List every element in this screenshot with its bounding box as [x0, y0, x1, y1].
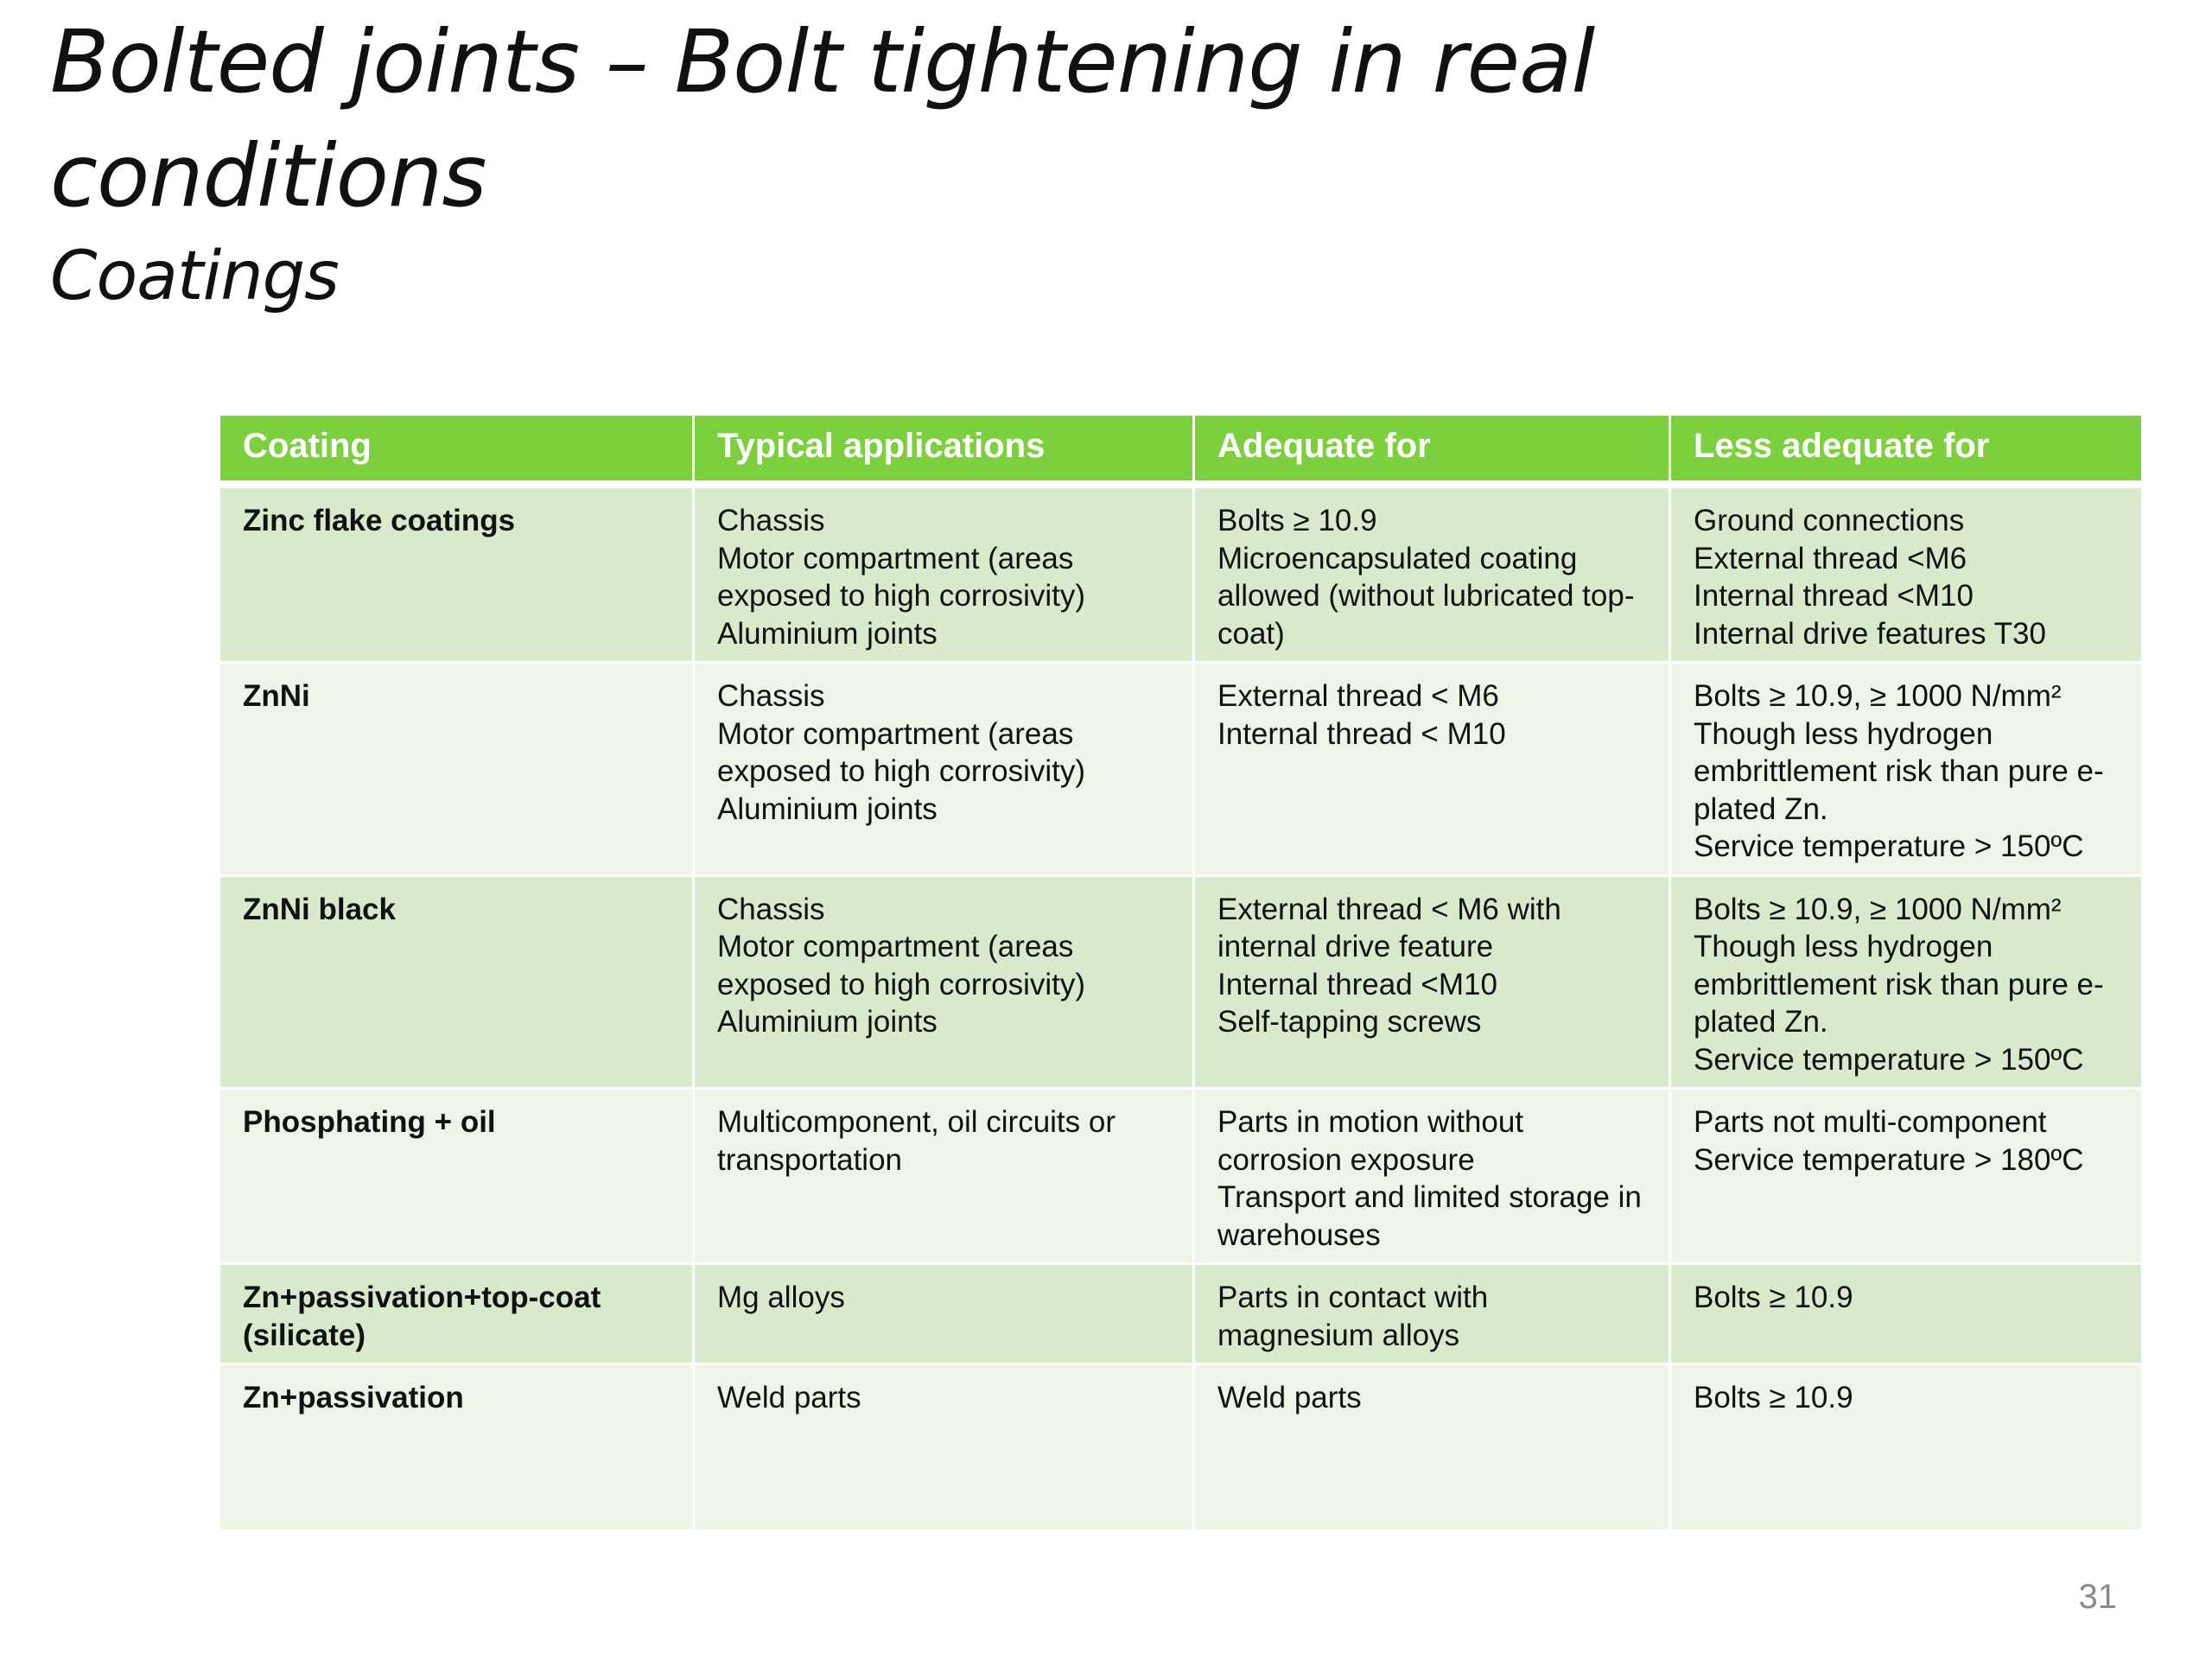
cell-less-adequate-for: Bolts ≥ 10.9 [1671, 1365, 2141, 1529]
header-less-adequate-for: Less adequate for [1671, 416, 2141, 486]
coatings-table [218, 413, 2144, 1532]
cell-coating: Zinc flake coatings [220, 488, 692, 661]
cell-less-adequate-for: Bolts ≥ 10.9 [1671, 1265, 2141, 1363]
slide-title: Bolted joints – Bolt tightening in real conditions [50, 11, 1595, 226]
header-adequate-for: Adequate for [1195, 416, 1669, 486]
cell-typical-applications: Chassis Motor compartment (areas exposed to high corrosivity) Aluminium joints [695, 664, 1192, 874]
cell-adequate-for: External thread < M6 with internal drive feature Internal thread <M10 Self-tapping screws [1195, 877, 1669, 1088]
page-number: 31 [2078, 1578, 2117, 1616]
cell-adequate-for: Parts in motion without corrosion exposure Transport and limited storage in warehouses [1195, 1090, 1669, 1262]
cell-adequate-for: Bolts ≥ 10.9 Microencapsulated coating allowed (without lubricated top-coat) [1195, 488, 1669, 661]
cell-less-adequate-for: Bolts ≥ 10.9, ≥ 1000 N/mm² Though less hydrogen embrittlement risk than pure e-plated Zn. Service temperature > 150ºC [1671, 877, 2141, 1088]
header-typical-applications: Typical applications [695, 416, 1192, 486]
cell-less-adequate-for: Bolts ≥ 10.9, ≥ 1000 N/mm² Though less hydrogen embrittlement risk than pure e-plated Zn. Service temperature > 150ºC [1671, 664, 2141, 874]
table-row [220, 664, 2141, 874]
table-row [220, 488, 2141, 661]
slide-title-block [50, 0, 2037, 320]
table-row [220, 877, 2141, 1088]
slide-subtitle: Coatings [50, 238, 339, 315]
cell-typical-applications: Mg alloys [695, 1265, 1192, 1363]
cell-typical-applications: Weld parts [695, 1365, 1192, 1529]
cell-typical-applications: Chassis Motor compartment (areas exposed to high corrosivity) Aluminium joints [695, 877, 1192, 1088]
cell-less-adequate-for: Ground connections External thread <M6 Internal thread <M10 Internal drive features T30 [1671, 488, 2141, 661]
table-row [220, 1365, 2141, 1529]
cell-less-adequate-for: Parts not multi-component Service temperature > 180ºC [1671, 1090, 2141, 1262]
cell-adequate-for: Weld parts [1195, 1365, 1669, 1529]
cell-coating: ZnNi black [220, 877, 692, 1088]
cell-adequate-for: Parts in contact with magnesium alloys [1195, 1265, 1669, 1363]
table-row [220, 1090, 2141, 1262]
cell-typical-applications: Chassis Motor compartment (areas exposed to high corrosivity) Aluminium joints [695, 488, 1192, 661]
cell-coating: Phosphating + oil [220, 1090, 692, 1262]
table-row [220, 1265, 2141, 1363]
header-coating: Coating [220, 416, 692, 486]
cell-typical-applications: Multicomponent, oil circuits or transportation [695, 1090, 1192, 1262]
cell-adequate-for: External thread < M6 Internal thread < M10 [1195, 664, 1669, 874]
table-header-row [220, 416, 2141, 486]
cell-coating: Zn+passivation [220, 1365, 692, 1529]
cell-coating: ZnNi [220, 664, 692, 874]
cell-coating: Zn+passivation+top-coat (silicate) [220, 1265, 692, 1363]
